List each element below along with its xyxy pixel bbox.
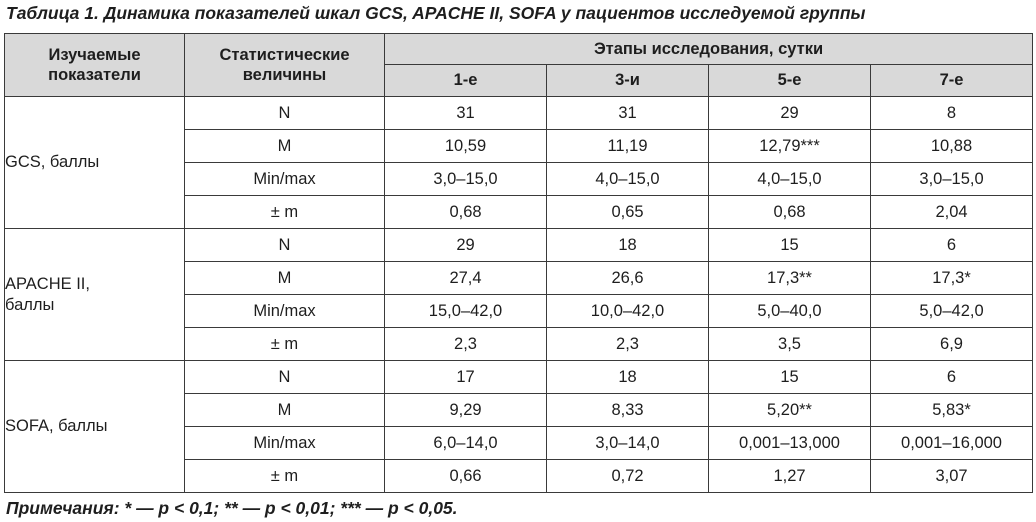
- value-cell: 5,0–40,0: [709, 295, 871, 328]
- value-cell: 27,4: [385, 262, 547, 295]
- table-caption: Таблица 1. Динамика показателей шкал GCS, APACHE II, SOFA у пациентов исследуемой группы: [6, 3, 866, 23]
- header-indicators-label: Изучаемые показатели: [48, 46, 141, 84]
- table-row: [5, 361, 1033, 394]
- value-cell: 8,33: [547, 394, 709, 427]
- value-cell: 0,72: [547, 460, 709, 493]
- value-cell: 10,88: [871, 130, 1033, 163]
- stat-cell: N: [185, 229, 385, 262]
- value-cell: 0,001–16,000: [871, 427, 1033, 460]
- stat-cell: ± m: [185, 328, 385, 361]
- stat-cell: Min/max: [185, 295, 385, 328]
- value-cell: 4,0–15,0: [709, 163, 871, 196]
- stat-cell: Min/max: [185, 163, 385, 196]
- value-cell: 10,59: [385, 130, 547, 163]
- value-cell: 0,001–13,000: [709, 427, 871, 460]
- table-row: [5, 229, 1033, 262]
- table-row: [5, 97, 1033, 130]
- group-label-apache: [5, 229, 185, 361]
- value-cell: 31: [385, 97, 547, 130]
- header-day-1: 1-е: [385, 65, 547, 97]
- value-cell: 0,66: [385, 460, 547, 493]
- value-cell: 3,07: [871, 460, 1033, 493]
- value-cell: 0,65: [547, 196, 709, 229]
- value-cell: 6,0–14,0: [385, 427, 547, 460]
- value-cell: 11,19: [547, 130, 709, 163]
- value-cell: 3,5: [709, 328, 871, 361]
- value-cell: 17,3*: [871, 262, 1033, 295]
- value-cell: 5,20**: [709, 394, 871, 427]
- header-statistics-label: Статистические величины: [219, 46, 350, 84]
- value-cell: 3,0–15,0: [871, 163, 1033, 196]
- value-cell: 15: [709, 229, 871, 262]
- value-cell: 12,79***: [709, 130, 871, 163]
- header-statistics: [185, 34, 385, 97]
- value-cell: 26,6: [547, 262, 709, 295]
- value-cell: 18: [547, 229, 709, 262]
- stat-cell: ± m: [185, 196, 385, 229]
- value-cell: 2,3: [547, 328, 709, 361]
- stat-cell: N: [185, 97, 385, 130]
- stat-cell: M: [185, 130, 385, 163]
- value-cell: 18: [547, 361, 709, 394]
- group-label-apache-text: APACHE II, баллы: [5, 274, 90, 314]
- value-cell: 6,9: [871, 328, 1033, 361]
- value-cell: 17,3**: [709, 262, 871, 295]
- header-indicators: [5, 34, 185, 97]
- value-cell: 6: [871, 361, 1033, 394]
- value-cell: 4,0–15,0: [547, 163, 709, 196]
- stat-cell: M: [185, 262, 385, 295]
- value-cell: 5,0–42,0: [871, 295, 1033, 328]
- header-stages: Этапы исследования, сутки: [385, 34, 1033, 65]
- group-label-gcs: GCS, баллы: [5, 97, 185, 229]
- stat-cell: N: [185, 361, 385, 394]
- stat-cell: Min/max: [185, 427, 385, 460]
- value-cell: 0,68: [385, 196, 547, 229]
- value-cell: 3,0–15,0: [385, 163, 547, 196]
- value-cell: 5,83*: [871, 394, 1033, 427]
- value-cell: 9,29: [385, 394, 547, 427]
- value-cell: 2,3: [385, 328, 547, 361]
- header-day-5: 5-е: [709, 65, 871, 97]
- header-day-3: 3-и: [547, 65, 709, 97]
- value-cell: 6: [871, 229, 1033, 262]
- value-cell: 17: [385, 361, 547, 394]
- data-table: [4, 33, 1033, 493]
- value-cell: 3,0–14,0: [547, 427, 709, 460]
- value-cell: 15,0–42,0: [385, 295, 547, 328]
- value-cell: 0,68: [709, 196, 871, 229]
- table-note: Примечания: * — p < 0,1; ** — p < 0,01; *** — p < 0,05.: [6, 498, 458, 518]
- stat-cell: ± m: [185, 460, 385, 493]
- value-cell: 31: [547, 97, 709, 130]
- value-cell: 1,27: [709, 460, 871, 493]
- value-cell: 10,0–42,0: [547, 295, 709, 328]
- value-cell: 2,04: [871, 196, 1033, 229]
- value-cell: 15: [709, 361, 871, 394]
- value-cell: 29: [385, 229, 547, 262]
- stat-cell: M: [185, 394, 385, 427]
- value-cell: 29: [709, 97, 871, 130]
- value-cell: 8: [871, 97, 1033, 130]
- header-day-7: 7-е: [871, 65, 1033, 97]
- group-label-sofa: SOFA, баллы: [5, 361, 185, 493]
